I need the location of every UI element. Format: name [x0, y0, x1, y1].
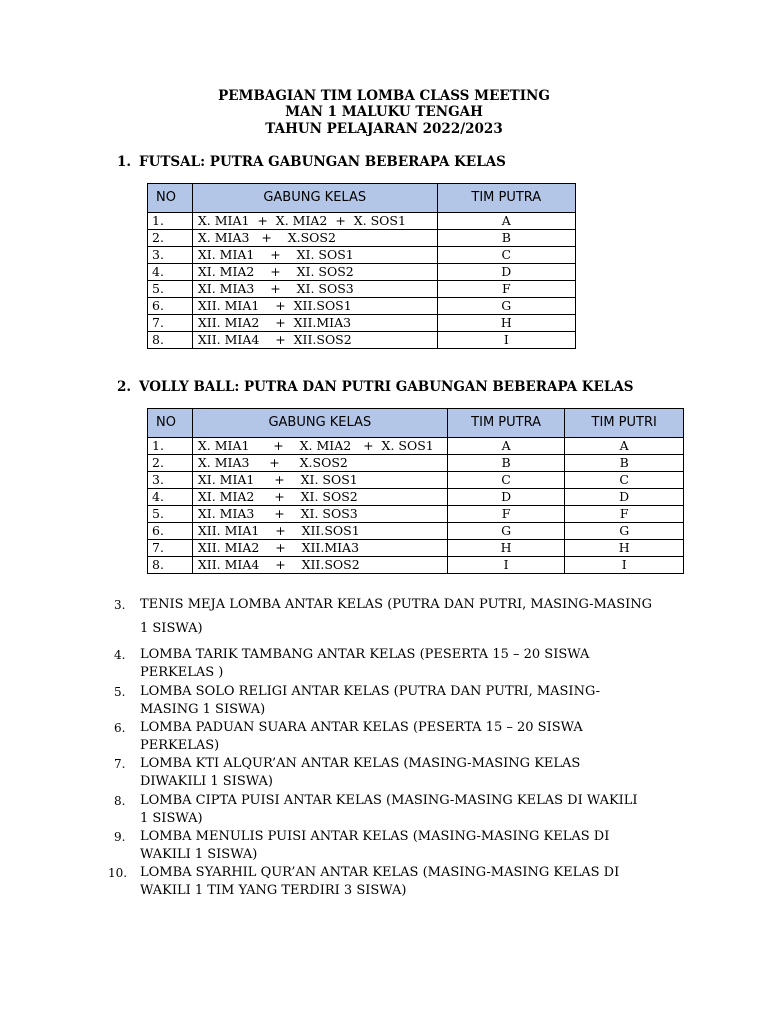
table-row: [148, 557, 684, 574]
table-row: [148, 489, 684, 506]
list-item-number: 5.: [114, 685, 126, 699]
cell-tim-putra: G: [447, 523, 565, 540]
cell-gabung-kelas: X. MIA3 + X.SOS2: [192, 230, 437, 247]
cell-tim-putra: A: [447, 438, 565, 455]
list-item-line-1: TENIS MEJA LOMBA ANTAR KELAS (PUTRA DAN PUTRI, MASING-MASING: [140, 597, 653, 612]
cell-no: 4.: [148, 489, 193, 506]
list-item-line-1: LOMBA SYARHIL QUR’AN ANTAR KELAS (MASING-MASING KELAS DI: [140, 865, 620, 880]
cell-tim-putri: C: [565, 472, 684, 489]
section-2-number: 2.: [117, 379, 132, 395]
cell-gabung-kelas: XI. MIA1 + XI. SOS1: [192, 472, 447, 489]
cell-no: 6.: [148, 523, 193, 540]
list-item-line-1: LOMBA MENULIS PUISI ANTAR KELAS (MASING-MASING KELAS DI: [140, 829, 610, 844]
table-row: [148, 281, 576, 298]
cell-no: 2.: [148, 455, 193, 472]
cell-tim-putra: H: [447, 540, 565, 557]
list-item-number: 10.: [108, 866, 128, 880]
cell-tim-putra: D: [437, 264, 575, 281]
table-row: [148, 315, 576, 332]
cell-no: 1.: [148, 213, 193, 230]
cell-tim-putri: H: [565, 540, 684, 557]
cell-tim-putri: A: [565, 438, 684, 455]
table-row: [148, 247, 576, 264]
column-header-gabung-kelas: GABUNG KELAS: [192, 409, 447, 438]
cell-gabung-kelas: XI. MIA2 + XI. SOS2: [192, 489, 447, 506]
list-item-number: 3.: [114, 598, 126, 612]
list-item-line-2: PERKELAS ): [140, 665, 224, 680]
cell-gabung-kelas: X. MIA1 + X. MIA2 + X. SOS1: [192, 213, 437, 230]
cell-gabung-kelas: XI. MIA1 + XI. SOS1: [192, 247, 437, 264]
volly-ball-table-header: [148, 409, 684, 438]
column-header-no: NO: [148, 184, 193, 213]
table-row: [148, 264, 576, 281]
cell-no: 6.: [148, 298, 193, 315]
cell-gabung-kelas: XII. MIA1 + XII.SOS1: [192, 523, 447, 540]
cell-gabung-kelas: XI. MIA3 + XI. SOS3: [192, 506, 447, 523]
list-item-line-2: PERKELAS): [140, 738, 220, 753]
cell-tim-putra: H: [437, 315, 575, 332]
table-row: [148, 230, 576, 247]
section-1-title: FUTSAL: PUTRA GABUNGAN BEBERAPA KELAS: [139, 154, 506, 170]
document-title-line-2: MAN 1 MALUKU TENGAH: [285, 104, 483, 120]
column-header-tim-putra: TIM PUTRA: [437, 184, 575, 213]
cell-tim-putra: F: [437, 281, 575, 298]
list-item-number: 6.: [114, 721, 126, 735]
cell-tim-putri: F: [565, 506, 684, 523]
cell-tim-putra: B: [447, 455, 565, 472]
list-item-number: 8.: [114, 794, 126, 808]
cell-gabung-kelas: XII. MIA4 + XII.SOS2: [192, 557, 447, 574]
cell-no: 1.: [148, 438, 193, 455]
cell-tim-putra: F: [447, 506, 565, 523]
cell-tim-putri: B: [565, 455, 684, 472]
cell-gabung-kelas: XI. MIA3 + XI. SOS3: [192, 281, 437, 298]
cell-no: 2.: [148, 230, 193, 247]
list-item-line-2: 1 SISWA): [140, 811, 203, 826]
section-1-heading: [117, 154, 506, 170]
cell-tim-putra: I: [437, 332, 575, 349]
document-title-line-1: PEMBAGIAN TIM LOMBA CLASS MEETING: [218, 88, 550, 104]
column-header-tim-putri: TIM PUTRI: [565, 409, 684, 438]
cell-no: 7.: [148, 315, 193, 332]
cell-gabung-kelas: XII. MIA1 + XII.SOS1: [192, 298, 437, 315]
table-row: [148, 523, 684, 540]
section-2-heading: [117, 379, 634, 395]
cell-no: 8.: [148, 557, 193, 574]
table-row: [148, 472, 684, 489]
cell-tim-putra: C: [447, 472, 565, 489]
cell-gabung-kelas: XI. MIA2 + XI. SOS2: [192, 264, 437, 281]
list-item-line-1: LOMBA PADUAN SUARA ANTAR KELAS (PESERTA 15 – 20 SISWA: [140, 720, 583, 735]
document-title-line-3: TAHUN PELAJARAN 2022/2023: [265, 121, 503, 137]
table-row: [148, 540, 684, 557]
column-header-tim-putra: TIM PUTRA: [447, 409, 565, 438]
cell-no: 3.: [148, 247, 193, 264]
cell-tim-putra: C: [437, 247, 575, 264]
list-item-number: 9.: [114, 830, 126, 844]
cell-tim-putri: D: [565, 489, 684, 506]
cell-tim-putri: G: [565, 523, 684, 540]
list-item-line-1: LOMBA KTI ALQUR’AN ANTAR KELAS (MASING-MASING KELAS: [140, 756, 581, 771]
cell-gabung-kelas: XII. MIA2 + XII.MIA3: [192, 315, 437, 332]
cell-tim-putra: G: [437, 298, 575, 315]
list-item-line-2: WAKILI 1 TIM YANG TERDIRI 3 SISWA): [140, 883, 407, 898]
cell-no: 4.: [148, 264, 193, 281]
table-row: [148, 455, 684, 472]
column-header-no: NO: [148, 409, 193, 438]
volly-ball-table: [147, 408, 684, 574]
list-item-line-2: 1 SISWA): [140, 621, 203, 636]
cell-tim-putra: D: [447, 489, 565, 506]
cell-no: 5.: [148, 506, 193, 523]
section-1-number: 1.: [117, 154, 132, 170]
table-row: [148, 506, 684, 523]
list-item-number: 4.: [114, 648, 126, 662]
list-item-line-2: WAKILI 1 SISWA): [140, 847, 258, 862]
cell-gabung-kelas: X. MIA1 + X. MIA2 + X. SOS1: [192, 438, 447, 455]
list-item-number: 7.: [114, 757, 126, 771]
list-item-line-1: LOMBA SOLO RELIGI ANTAR KELAS (PUTRA DAN PUTRI, MASING-: [140, 684, 600, 699]
cell-tim-putra: B: [437, 230, 575, 247]
table-row: [148, 213, 576, 230]
section-2-title: VOLLY BALL: PUTRA DAN PUTRI GABUNGAN BEBERAPA KELAS: [139, 379, 634, 395]
cell-tim-putra: I: [447, 557, 565, 574]
futsal-table: [147, 183, 576, 349]
cell-gabung-kelas: XII. MIA4 + XII.SOS2: [192, 332, 437, 349]
cell-no: 3.: [148, 472, 193, 489]
table-row: [148, 332, 576, 349]
list-item-line-1: LOMBA TARIK TAMBANG ANTAR KELAS (PESERTA 15 – 20 SISWA: [140, 647, 590, 662]
cell-no: 8.: [148, 332, 193, 349]
list-item-line-1: LOMBA CIPTA PUISI ANTAR KELAS (MASING-MASING KELAS DI WAKILI: [140, 793, 638, 808]
cell-no: 5.: [148, 281, 193, 298]
cell-gabung-kelas: XII. MIA2 + XII.MIA3: [192, 540, 447, 557]
cell-tim-putri: I: [565, 557, 684, 574]
cell-no: 7.: [148, 540, 193, 557]
futsal-table-header: [148, 184, 576, 213]
column-header-gabung-kelas: GABUNG KELAS: [192, 184, 437, 213]
cell-gabung-kelas: X. MIA3 + X.SOS2: [192, 455, 447, 472]
cell-tim-putra: A: [437, 213, 575, 230]
table-row: [148, 438, 684, 455]
table-row: [148, 298, 576, 315]
list-item-line-2: DIWAKILI 1 SISWA): [140, 774, 273, 789]
list-item-line-2: MASING 1 SISWA): [140, 702, 266, 717]
